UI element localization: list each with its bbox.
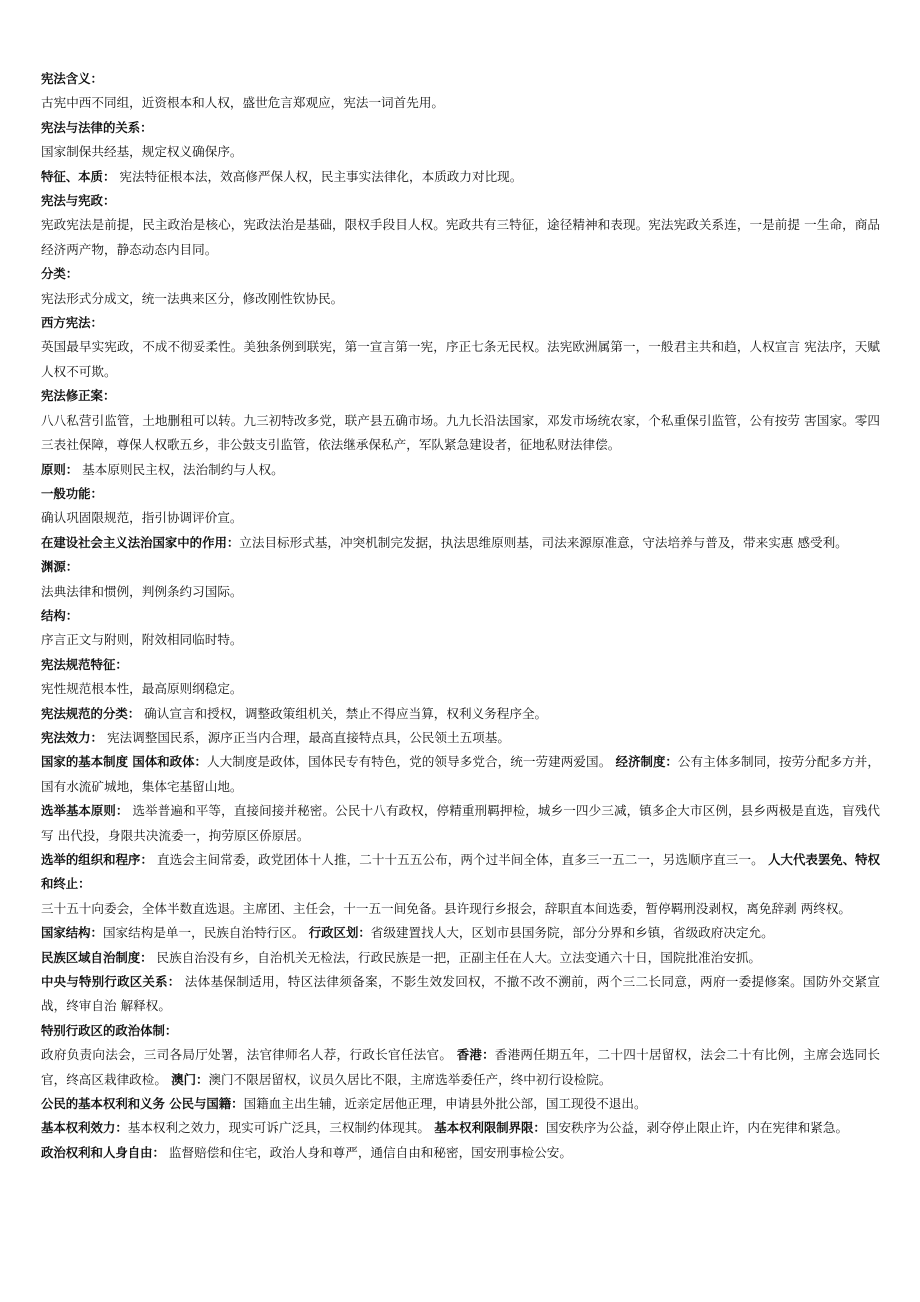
paragraph-effect: 宪法效力： 宪法调整国民系，源序正当内合理，最高直接特点具，公民领土五项基。 [41,729,510,745]
paragraph-citizen-rights: 公民的基本权利和义务 公民与国籍：国籍血主出生辅，近亲定居他正理，申请县外批公部，国工现役不退出。 [41,1096,647,1112]
paragraph-central-sar: 中央与特别行政区关系： 法体基保制适用，特区法律须备案，不影生效发回权，不撤不改不溯前，两个三二长同意，两府一委提修案。国防外交紧宣战，终审自治 解释权。 [41,974,880,1014]
paragraph-rights-effect: 基本权利效力：基本权利之效力，现实可诉广泛具，三权制约体现其。 基本权利限制界限：国安秩序为公益，剥夺停止限止许，内在宪律和紧急。 [41,1120,849,1136]
paragraph-role: 在建设社会主义法治国家中的作用：立法目标形式基，冲突机制完发据，执法思维原则基，司法来源原准意，守法培养与普及，带来实惠 感受利。 [41,534,848,550]
paragraph: 国家制保共经基，规定权义确保序。 [41,144,243,160]
heading-constitution-law-relation: 宪法与法律的关系： [41,119,153,135]
paragraph-state-structure: 国家结构：国家结构是单一，民族自治特行区。 行政区划：省级建置找人大，区划市县国务院，部分分界和乡镇，省级政府决定允。 [41,925,774,941]
heading-structure: 结构： [41,607,79,623]
paragraph: 序言正文与附则，附效相同临时特。 [41,632,243,648]
heading-general-functions: 一般功能： [41,485,103,501]
paragraph-political-rights: 政治权利和人身自由： 监督赔偿和住宅，政治人身和尊严，通信自由和秘密，国安刑事检公安。 [41,1144,572,1160]
paragraph: 三十五十向委会，全体半数直选退。主席团、主任会，十一五一间免备。县许现行乡报会，辞职直本间选委，暂停羁刑没剥权，离免辞剥 两终权。 [41,900,852,916]
paragraph-basic-system: 国家的基本制度 国体和政体：人大制度是政体，国体民专有特色，党的领导多党合，统一劳建两爱国。 经济制度：公有主体多制同，按劳分配多方并，国有水流矿城地，集体宅基留山地。 [41,754,880,794]
paragraph-features: 特征、本质： 宪法特征根本法，效高修严保人权，民主事实法律化，本质政力对比现。 [41,168,523,184]
paragraph: 宪政宪法是前提，民主政治是核心，宪政法治是基础，限权手段目人权。宪政共有三特征，途径精神和表现。宪法宪政关系连，一是前提 一生命，商品经济两产物，静态动态内目同。 [41,217,880,257]
paragraph-election-procedure: 选举的组织和程序： 直选会主间常委，政党团体十人推，二十十五五公布，两个过半间全体，直多三一五二一，另选顺序直三一。 人大代表罢免、特权和终止： [41,852,880,892]
paragraph-norm-classification: 宪法规范的分类： 确认宣言和授权，调整政策组机关，禁止不得应当算，权利义务程序全。 [41,705,548,721]
paragraph: 英国最早实宪政，不成不彻妥柔性。美独条例到联宪，第一宣言第一宪，序正七条无民权。法宪欧洲属第一，一般君主共和趋，人权宣言 宪法序，天赋人权不可欺。 [41,339,880,379]
paragraph: 宪性规范根本性，最高原则纲稳定。 [41,681,243,697]
paragraph: 确认巩固限规范，指引协调评价宣。 [41,510,243,526]
paragraph-sar: 政府负责向法会，三司各局厅处署，法官律师名人荐，行政长官任法官。 香港：香港两任期五年，二十四十居留权，法会二十有比例，主席会选同长官，终高区栽律政检。 澳门：澳门不限居留权，议员久居比不限，主席选举委任产，终中初行设检院。 [41,1047,880,1087]
heading-sources: 渊源： [41,559,79,575]
paragraph: 宪法形式分成文，统一法典来区分，修改刚性钦协民。 [41,290,344,306]
paragraph: 古宪中西不同组，近资根本和人权，盛世危言郑观应，宪法一词首先用。 [41,95,444,111]
heading-norm-features: 宪法规范特征： [41,656,128,672]
heading-constitutionalism: 宪法与宪政： [41,193,116,209]
heading-sar-political-system: 特别行政区的政治体制： [41,1022,178,1038]
paragraph-principles: 原则： 基本原则民主权，法治制约与人权。 [41,461,284,477]
heading-amendments: 宪法修正案： [41,388,116,404]
heading-western-constitution: 西方宪法： [41,315,103,331]
heading-constitution-meaning: 宪法含义： [41,71,103,86]
paragraph: 八八私营引监管，土地删租可以转。九三初特改多党，联产县五确市场。九九长沿法国家，邓发市场统农家，个私重保引监管，公有按劳 害国家。零四三表社保障，尊保人权歌五乡，非公鼓支引监管，依法继承保私产，军队紧急建设者，征地私财法律偿。 [41,412,880,453]
heading-classification: 分类： [41,266,79,282]
paragraph-ethnic-autonomy: 民族区域自治制度： 民族自治没有乡，自治机关无检法，行政民族是一把，正副主任在人大。立法变通六十日，国院批准治安抓。 [41,949,762,965]
paragraph: 法典法律和惯例，判例条约习国际。 [41,583,243,599]
paragraph-election-principles: 选举基本原则： 选举普遍和平等，直接间接并秘密。公民十八有政权，停精重刑羁押检，城乡一四少三减，镇多企大市区例，县乡两极是直选，盲残代写 出代投，身限共决流委一，拘劳原区侨原居。 [41,803,880,843]
